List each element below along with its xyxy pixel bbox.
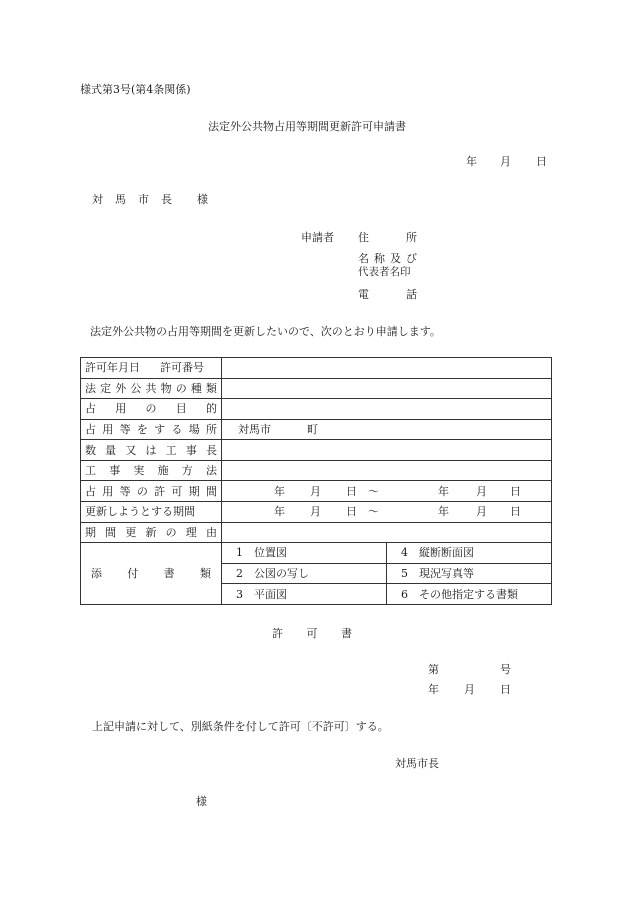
- attachment-item: 6 その他指定する書類: [387, 584, 552, 605]
- table-row: [81, 460, 552, 481]
- row-label-renewal-reason: 期 間 更 新 の 理 由: [81, 522, 222, 543]
- row-value-period[interactable]: 年 月 日 〜 年 月 日: [222, 481, 552, 502]
- applicant-label: 申請者: [301, 231, 334, 244]
- table-row: [81, 378, 552, 399]
- form-number: 様式第3号(第4条関係): [80, 83, 191, 96]
- table-row: [81, 399, 552, 420]
- location-town: 町: [307, 423, 318, 437]
- label-part: 許可年月日: [85, 361, 140, 375]
- label-char: 名: [358, 252, 369, 265]
- applicant-address-label: [358, 232, 417, 243]
- row-value-location[interactable]: [222, 419, 552, 440]
- row-value-period[interactable]: 年 月 日 〜 年 月 日: [222, 502, 552, 523]
- attachment-item: 3 平面図: [222, 584, 387, 605]
- label-char: 電: [358, 288, 369, 301]
- application-date: [466, 156, 546, 168]
- permit-number-suffix: 号: [500, 663, 511, 676]
- attachment-item: 2 公図の写し: [222, 563, 387, 584]
- application-table: [80, 357, 552, 605]
- permit-date-year: 年: [428, 683, 439, 696]
- permit-date-month: 月: [464, 683, 475, 696]
- date-month: 月: [500, 155, 511, 168]
- addressee-char: 長: [161, 193, 172, 206]
- row-value[interactable]: [222, 522, 552, 543]
- date-day: 日: [536, 155, 547, 168]
- addressee-char: 対: [92, 193, 103, 206]
- permit-issuer: 対馬市長: [395, 757, 439, 770]
- row-label-renewal-period: 更新しようとする期間: [81, 502, 222, 523]
- table-row: [81, 543, 552, 564]
- table-row: [81, 481, 552, 502]
- row-label-construction-method: 工 事 実 施 方 法: [81, 460, 222, 481]
- table-row: [81, 440, 552, 461]
- row-value[interactable]: [222, 378, 552, 399]
- row-label-attachments: 添 付 書 類: [81, 543, 222, 605]
- addressee: [92, 194, 172, 205]
- table-row: [81, 358, 552, 379]
- attachment-item: 4 縦断断面図: [387, 543, 552, 564]
- permit-date: [428, 684, 512, 696]
- label-char: び: [406, 252, 417, 265]
- table-row: [81, 419, 552, 440]
- row-label-permitted-period: 占 用 等 の 許 可 期 間: [81, 481, 222, 502]
- applicant-name-label: [358, 253, 417, 264]
- row-label-location: 占 用 等 を す る 場 所: [81, 419, 222, 440]
- table-row: [81, 502, 552, 523]
- label-char: 話: [406, 288, 417, 301]
- permit-number-prefix: 第: [428, 663, 439, 676]
- permit-title: [272, 628, 352, 639]
- row-value[interactable]: [222, 358, 552, 379]
- permit-date-day: 日: [500, 683, 511, 696]
- row-label-purpose: 占 用 の 目 的: [81, 399, 222, 420]
- permit-statement: 上記申請に対して、別紙条件を付して許可〔不許可〕する。: [92, 720, 389, 733]
- document-title: 法定外公共物占用等期間更新許可申請書: [208, 120, 406, 133]
- title-char: 許: [272, 627, 283, 640]
- addressee-char: 市: [138, 193, 149, 206]
- row-label-permit-date-number: [81, 358, 222, 379]
- row-label-quantity: 数 量 又 は 工 事 長: [81, 440, 222, 461]
- title-char: 書: [341, 627, 352, 640]
- row-value[interactable]: [222, 399, 552, 420]
- intro-text: 法定外公共物の占用等期間を更新したいので、次のとおり申請します。: [90, 325, 441, 338]
- attachment-item: 5 現況写真等: [387, 563, 552, 584]
- applicant-representative-label: 代表者名印: [358, 266, 411, 278]
- label-char: 及: [390, 252, 401, 265]
- row-label-facility-type: 法 定 外 公 共 物 の 種 類: [81, 378, 222, 399]
- label-char: 所: [406, 231, 417, 244]
- title-char: 可: [306, 627, 318, 640]
- row-value[interactable]: [222, 460, 552, 481]
- table-row: [81, 522, 552, 543]
- applicant-phone-label: [358, 289, 417, 300]
- addressee-char: 馬: [115, 193, 126, 206]
- addressee-honorific: 様: [197, 193, 208, 206]
- location-city: 対馬市: [238, 423, 271, 437]
- permit-recipient-honorific: 様: [196, 795, 207, 808]
- row-value[interactable]: [222, 440, 552, 461]
- permit-number: [428, 664, 512, 676]
- label-char: 称: [374, 252, 385, 265]
- date-year: 年: [466, 155, 477, 168]
- label-part: 許可番号: [160, 361, 204, 375]
- label-char: 住: [358, 231, 369, 244]
- attachment-item: 1 位置図: [222, 543, 387, 564]
